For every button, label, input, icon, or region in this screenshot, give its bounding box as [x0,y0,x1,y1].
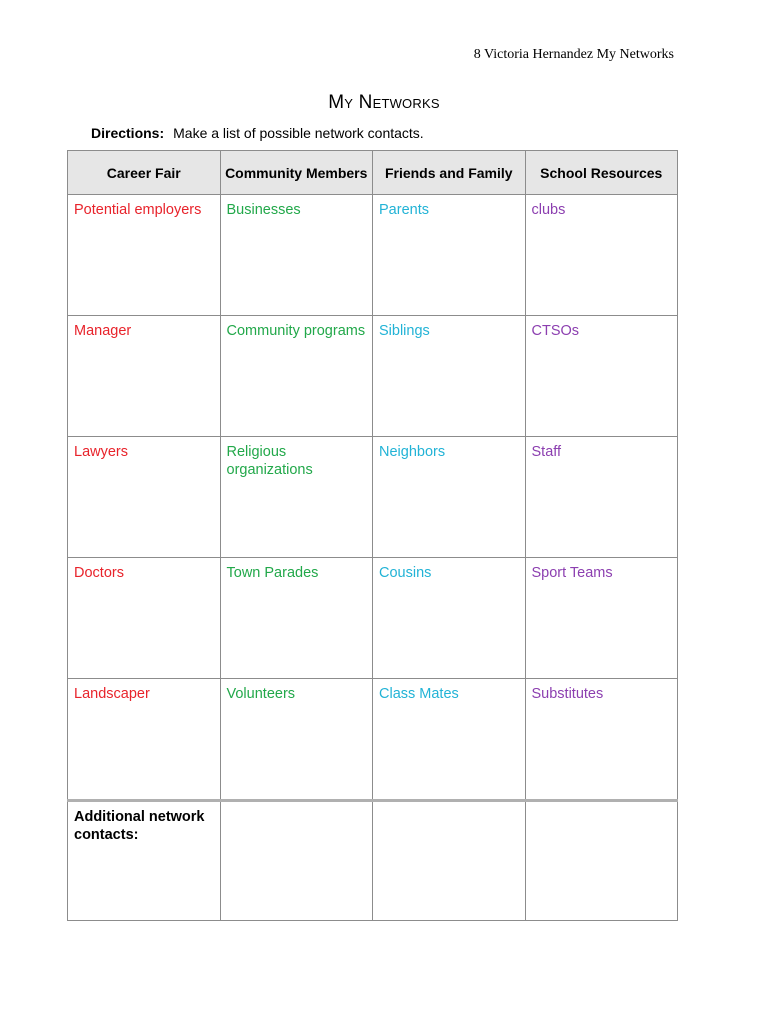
directions [91,125,424,141]
additional-contacts-row [68,801,678,921]
header-career-fair: Career Fair [68,151,221,195]
additional-contacts-label-cell [68,801,221,921]
table-cell[interactable]: Volunteers [220,679,373,801]
table-cell[interactable]: Staff [525,437,678,558]
table-cell[interactable]: Manager [68,316,221,437]
table-cell[interactable]: Religious organizations [220,437,373,558]
table-cell[interactable]: Lawyers [68,437,221,558]
table-row [68,558,678,679]
table-row [68,437,678,558]
networks-table [67,150,678,921]
table-row [68,316,678,437]
additional-contacts-cell[interactable] [373,801,526,921]
directions-text: Make a list of possible network contacts. [173,125,424,141]
additional-contacts-cell[interactable] [525,801,678,921]
table-cell[interactable]: Potential employers [68,195,221,316]
table-cell[interactable]: clubs [525,195,678,316]
header-friends-and-family: Friends and Family [373,151,526,195]
table-cell[interactable]: Businesses [220,195,373,316]
table-cell[interactable]: Parents [373,195,526,316]
header-community-members: Community Members [220,151,373,195]
table-cell[interactable]: Doctors [68,558,221,679]
table-cell[interactable]: Class Mates [373,679,526,801]
additional-contacts-cell[interactable] [220,801,373,921]
table-header-row [68,151,678,195]
table-cell[interactable]: Community programs [220,316,373,437]
table-cell[interactable]: Landscaper [68,679,221,801]
directions-label: Directions: [91,125,165,141]
table-row [68,195,678,316]
header-school-resources: School Resources [525,151,678,195]
table-cell[interactable]: Substitutes [525,679,678,801]
additional-contacts-label: Additional network contacts: [74,809,205,843]
table-cell[interactable]: CTSOs [525,316,678,437]
table-cell[interactable]: Cousins [373,558,526,679]
table-row [68,679,678,801]
table-cell[interactable]: Sport Teams [525,558,678,679]
running-header: 8 Victoria Hernandez My Networks [473,47,674,62]
table-cell[interactable]: Town Parades [220,558,373,679]
table-cell[interactable]: Siblings [373,316,526,437]
table-cell[interactable]: Neighbors [373,437,526,558]
page-title: My Networks [328,92,440,113]
